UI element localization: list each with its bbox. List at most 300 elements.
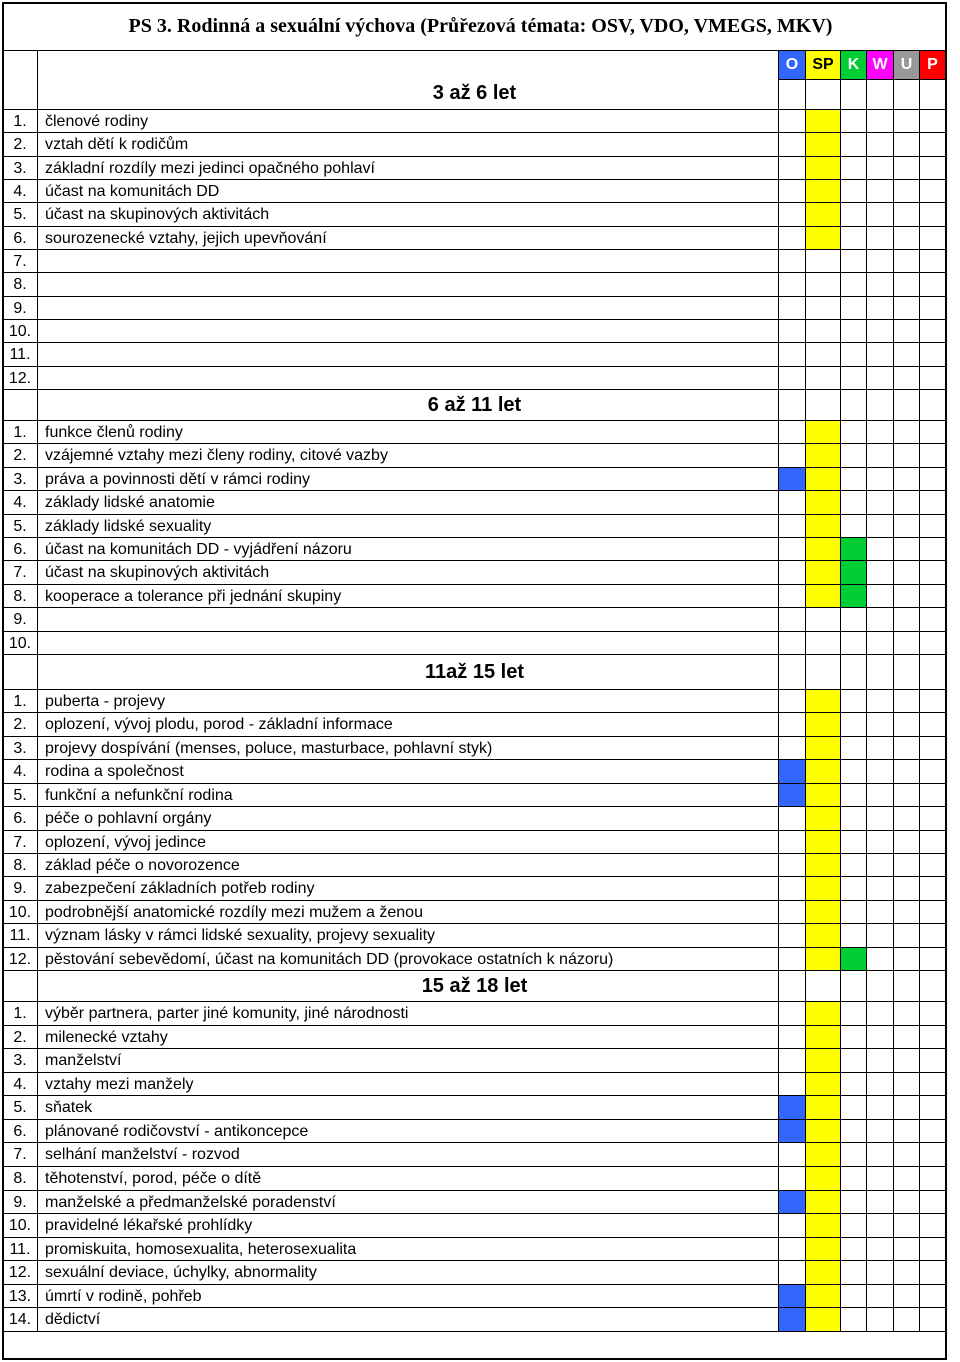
- mark-cell-sp: [806, 250, 841, 273]
- mark-cell-o: [779, 444, 806, 468]
- mark-cell-p: [920, 133, 946, 157]
- mark-cell-o: [779, 421, 806, 444]
- mark-cell-w: [867, 468, 894, 491]
- mark-cell-u: [894, 561, 920, 585]
- mark-cell-k: [841, 1049, 867, 1073]
- mark-cell-w: [867, 948, 894, 971]
- mark-cell-w: [867, 444, 894, 468]
- mark-cell-sp-filled: [806, 585, 841, 608]
- grid-cell: [867, 655, 894, 690]
- age-group-title: 3 až 6 let: [432, 82, 517, 104]
- grid-cell: [920, 971, 946, 1002]
- mark-cell-p: [920, 561, 946, 585]
- topic-text: účast na skupinových aktivitách: [38, 203, 779, 227]
- row-number: 4.: [3, 760, 38, 784]
- mark-cell-u: [894, 421, 920, 444]
- mark-cell-w: [867, 250, 894, 273]
- mark-cell-o-filled: [779, 784, 806, 807]
- grid-cell: [841, 390, 867, 421]
- row-number: 10.: [3, 1214, 38, 1238]
- mark-cell-w: [867, 1002, 894, 1026]
- column-header-p: P: [920, 51, 946, 80]
- topic-text: význam lásky v rámci lidské sexuality, projevy sexuality: [38, 924, 779, 948]
- row-number: 4.: [3, 180, 38, 203]
- mark-cell-o: [779, 180, 806, 203]
- mark-cell-k: [841, 877, 867, 901]
- row-number: 13.: [3, 1285, 38, 1308]
- mark-cell-k: [841, 901, 867, 924]
- mark-cell-u: [894, 227, 920, 250]
- mark-cell-k: [841, 1285, 867, 1308]
- mark-cell-k: [841, 690, 867, 713]
- mark-cell-sp-filled: [806, 831, 841, 854]
- document-title: PS 3. Rodinná a sexuální výchova (Průřezová témata: OSV, VDO, VMEGS, MKV): [3, 3, 946, 51]
- mark-cell-w: [867, 1191, 894, 1214]
- grid-cell: [894, 971, 920, 1002]
- mark-cell-sp-filled: [806, 515, 841, 538]
- mark-cell-k: [841, 343, 867, 367]
- mark-cell-u: [894, 468, 920, 491]
- mark-cell-u: [894, 1143, 920, 1167]
- mark-cell-u: [894, 203, 920, 227]
- mark-cell-o: [779, 901, 806, 924]
- topic-text: dědictví: [38, 1308, 779, 1332]
- topic-text: promiskuita, homosexualita, heterosexualita: [38, 1238, 779, 1261]
- mark-cell-k: [841, 1096, 867, 1120]
- mark-cell-k: [841, 1026, 867, 1049]
- mark-cell-sp-filled: [806, 538, 841, 561]
- row-number: 5.: [3, 784, 38, 807]
- mark-cell-p: [920, 203, 946, 227]
- mark-cell-sp-filled: [806, 760, 841, 784]
- topic-text: základy lidské sexuality: [38, 515, 779, 538]
- topic-text: účast na skupinových aktivitách: [38, 561, 779, 585]
- row-number: 5.: [3, 515, 38, 538]
- mark-cell-sp-filled: [806, 854, 841, 877]
- mark-cell-o: [779, 690, 806, 713]
- mark-cell-u: [894, 1002, 920, 1026]
- mark-cell-o: [779, 854, 806, 877]
- mark-cell-o-filled: [779, 1096, 806, 1120]
- mark-cell-sp-filled: [806, 807, 841, 831]
- mark-cell-u: [894, 1073, 920, 1096]
- mark-cell-o: [779, 297, 806, 320]
- row-number: 5.: [3, 1096, 38, 1120]
- section-header-cell: [38, 390, 779, 421]
- topic-text: péče o pohlavní orgány: [38, 807, 779, 831]
- row-number: 6.: [3, 1120, 38, 1143]
- mark-cell-k: [841, 491, 867, 515]
- mark-cell-u: [894, 608, 920, 632]
- topic-text: výběr partnera, parter jiné komunity, jiné národnosti: [38, 1002, 779, 1026]
- mark-cell-u: [894, 713, 920, 737]
- mark-cell-w: [867, 1238, 894, 1261]
- mark-cell-p: [920, 1096, 946, 1120]
- mark-cell-w: [867, 1261, 894, 1285]
- grid-cell: [779, 390, 806, 421]
- row-number: 10.: [3, 320, 38, 343]
- mark-cell-sp-filled: [806, 713, 841, 737]
- mark-cell-p: [920, 180, 946, 203]
- mark-cell-p: [920, 1120, 946, 1143]
- mark-cell-p: [920, 538, 946, 561]
- mark-cell-k: [841, 133, 867, 157]
- mark-cell-u: [894, 343, 920, 367]
- mark-cell-o: [779, 203, 806, 227]
- mark-cell-k: [841, 421, 867, 444]
- mark-cell-u: [894, 1096, 920, 1120]
- mark-cell-u: [894, 585, 920, 608]
- section-number-cell: [3, 51, 38, 110]
- mark-cell-w: [867, 491, 894, 515]
- mark-cell-p: [920, 367, 946, 390]
- mark-cell-k: [841, 1167, 867, 1191]
- mark-cell-p: [920, 760, 946, 784]
- mark-cell-sp: [806, 367, 841, 390]
- grid-cell: [920, 390, 946, 421]
- mark-cell-sp-filled: [806, 203, 841, 227]
- topic-text: selhání manželství - rozvod: [38, 1143, 779, 1167]
- mark-cell-sp-filled: [806, 491, 841, 515]
- age-group-title: 6 až 11 let: [427, 394, 522, 416]
- mark-cell-k: [841, 227, 867, 250]
- mark-cell-u: [894, 367, 920, 390]
- topic-text: funkce členů rodiny: [38, 421, 779, 444]
- mark-cell-u: [894, 133, 920, 157]
- mark-cell-k: [841, 273, 867, 297]
- mark-cell-u: [894, 180, 920, 203]
- mark-cell-p: [920, 421, 946, 444]
- mark-cell-o: [779, 491, 806, 515]
- topic-text: [38, 632, 779, 655]
- row-number: 3.: [3, 157, 38, 180]
- mark-cell-sp-filled: [806, 1026, 841, 1049]
- mark-cell-u: [894, 877, 920, 901]
- mark-cell-p: [920, 1285, 946, 1308]
- mark-cell-o: [779, 877, 806, 901]
- mark-cell-u: [894, 948, 920, 971]
- mark-cell-sp-filled: [806, 444, 841, 468]
- row-number: 8.: [3, 1167, 38, 1191]
- mark-cell-p: [920, 608, 946, 632]
- mark-cell-p: [920, 632, 946, 655]
- mark-cell-sp-filled: [806, 561, 841, 585]
- mark-cell-w: [867, 538, 894, 561]
- column-header-o: O: [779, 51, 806, 80]
- mark-cell-o: [779, 273, 806, 297]
- mark-cell-w: [867, 737, 894, 760]
- mark-cell-sp-filled: [806, 468, 841, 491]
- row-number: 1.: [3, 421, 38, 444]
- mark-cell-w: [867, 203, 894, 227]
- mark-cell-p: [920, 690, 946, 713]
- mark-cell-w: [867, 1096, 894, 1120]
- row-number: 8.: [3, 273, 38, 297]
- mark-cell-sp: [806, 297, 841, 320]
- mark-cell-sp-filled: [806, 1238, 841, 1261]
- column-header-sp: SP: [806, 51, 841, 80]
- row-number: 9.: [3, 297, 38, 320]
- mark-cell-o-filled: [779, 1308, 806, 1332]
- mark-cell-k: [841, 608, 867, 632]
- row-number: 7.: [3, 831, 38, 854]
- mark-cell-u: [894, 737, 920, 760]
- mark-cell-u: [894, 690, 920, 713]
- mark-cell-sp-filled: [806, 1143, 841, 1167]
- mark-cell-o: [779, 250, 806, 273]
- grid-cell: [806, 971, 841, 1002]
- section-header-cell: [38, 655, 779, 690]
- mark-cell-p: [920, 110, 946, 133]
- topic-text: úmrtí v rodině, pohřeb: [38, 1285, 779, 1308]
- mark-cell-k: [841, 632, 867, 655]
- mark-cell-sp-filled: [806, 1002, 841, 1026]
- row-number: 8.: [3, 585, 38, 608]
- row-number: 4.: [3, 1073, 38, 1096]
- mark-cell-sp: [806, 608, 841, 632]
- grid-cell: [894, 80, 920, 110]
- topic-text: oplození, vývoj plodu, porod - základní informace: [38, 713, 779, 737]
- row-number: 9.: [3, 608, 38, 632]
- column-header-k: K: [841, 51, 867, 80]
- mark-cell-p: [920, 1002, 946, 1026]
- mark-cell-p: [920, 713, 946, 737]
- mark-cell-p: [920, 1308, 946, 1332]
- topic-text: účast na komunitách DD: [38, 180, 779, 203]
- mark-cell-sp-filled: [806, 1285, 841, 1308]
- mark-cell-u: [894, 250, 920, 273]
- mark-cell-o: [779, 367, 806, 390]
- mark-cell-w: [867, 343, 894, 367]
- topic-text: oplození, vývoj jedince: [38, 831, 779, 854]
- mark-cell-k: [841, 157, 867, 180]
- mark-cell-p: [920, 320, 946, 343]
- mark-cell-sp-filled: [806, 110, 841, 133]
- grid-cell: [806, 80, 841, 110]
- mark-cell-k: [841, 1261, 867, 1285]
- mark-cell-p: [920, 1214, 946, 1238]
- mark-cell-o: [779, 1167, 806, 1191]
- mark-cell-u: [894, 784, 920, 807]
- mark-cell-p: [920, 343, 946, 367]
- topic-text: [38, 273, 779, 297]
- mark-cell-w: [867, 1214, 894, 1238]
- mark-cell-p: [920, 1238, 946, 1261]
- row-number: 1.: [3, 1002, 38, 1026]
- age-group-title: 15 až 18 let: [421, 975, 528, 997]
- mark-cell-sp-filled: [806, 1167, 841, 1191]
- mark-cell-sp-filled: [806, 157, 841, 180]
- mark-cell-k: [841, 180, 867, 203]
- mark-cell-sp-filled: [806, 690, 841, 713]
- topic-text: účast na komunitách DD - vyjádření názoru: [38, 538, 779, 561]
- mark-cell-w: [867, 1049, 894, 1073]
- mark-cell-p: [920, 877, 946, 901]
- column-header-w: W: [867, 51, 894, 80]
- mark-cell-k-filled: [841, 585, 867, 608]
- mark-cell-p: [920, 1049, 946, 1073]
- topic-text: vztah dětí k rodičům: [38, 133, 779, 157]
- grid-cell: [779, 971, 806, 1002]
- mark-cell-w: [867, 784, 894, 807]
- row-number: 11.: [3, 924, 38, 948]
- row-number: 7.: [3, 250, 38, 273]
- mark-cell-p: [920, 1191, 946, 1214]
- topic-text: [38, 608, 779, 632]
- mark-cell-k: [841, 1143, 867, 1167]
- section-header-cell: [38, 51, 779, 110]
- mark-cell-o: [779, 343, 806, 367]
- topic-text: sexuální deviace, úchylky, abnormality: [38, 1261, 779, 1285]
- mark-cell-o: [779, 948, 806, 971]
- mark-cell-o: [779, 608, 806, 632]
- mark-cell-w: [867, 110, 894, 133]
- row-number: 12.: [3, 367, 38, 390]
- mark-cell-k: [841, 1002, 867, 1026]
- mark-cell-u: [894, 491, 920, 515]
- mark-cell-w: [867, 1073, 894, 1096]
- topic-text: manželské a předmanželské poradenství: [38, 1191, 779, 1214]
- grid-cell: [867, 80, 894, 110]
- row-number: 2.: [3, 444, 38, 468]
- mark-cell-o-filled: [779, 760, 806, 784]
- mark-cell-o: [779, 831, 806, 854]
- mark-cell-o: [779, 924, 806, 948]
- topic-text: milenecké vztahy: [38, 1026, 779, 1049]
- mark-cell-w: [867, 227, 894, 250]
- mark-cell-p: [920, 831, 946, 854]
- row-number: 7.: [3, 1143, 38, 1167]
- topic-text: kooperace a tolerance při jednání skupiny: [38, 585, 779, 608]
- section-number-cell: [3, 390, 38, 421]
- mark-cell-k: [841, 1308, 867, 1332]
- mark-cell-u: [894, 924, 920, 948]
- topic-text: podrobnější anatomické rozdíly mezi mužem a ženou: [38, 901, 779, 924]
- age-group-title: 11až 15 let: [425, 661, 524, 683]
- mark-cell-w: [867, 515, 894, 538]
- mark-cell-sp-filled: [806, 1073, 841, 1096]
- grid-cell: [894, 655, 920, 690]
- mark-cell-k: [841, 297, 867, 320]
- row-number: 12.: [3, 948, 38, 971]
- mark-cell-sp-filled: [806, 784, 841, 807]
- mark-cell-w: [867, 1308, 894, 1332]
- grid-cell: [779, 655, 806, 690]
- mark-cell-o-filled: [779, 468, 806, 491]
- mark-cell-o: [779, 1261, 806, 1285]
- mark-cell-u: [894, 515, 920, 538]
- row-number: 5.: [3, 203, 38, 227]
- mark-cell-p: [920, 468, 946, 491]
- row-number: 11.: [3, 1238, 38, 1261]
- topic-text: [38, 343, 779, 367]
- grid-cell: [806, 390, 841, 421]
- mark-cell-k: [841, 367, 867, 390]
- mark-cell-w: [867, 608, 894, 632]
- mark-cell-sp-filled: [806, 948, 841, 971]
- mark-cell-p: [920, 157, 946, 180]
- mark-cell-w: [867, 1285, 894, 1308]
- grid-cell: [841, 971, 867, 1002]
- mark-cell-sp-filled: [806, 1261, 841, 1285]
- topic-text: sňatek: [38, 1096, 779, 1120]
- mark-cell-p: [920, 854, 946, 877]
- mark-cell-o: [779, 110, 806, 133]
- mark-cell-p: [920, 784, 946, 807]
- row-number: 4.: [3, 491, 38, 515]
- mark-cell-k: [841, 713, 867, 737]
- topic-text: [38, 367, 779, 390]
- topic-text: pravidelné lékařské prohlídky: [38, 1214, 779, 1238]
- mark-cell-k: [841, 854, 867, 877]
- mark-cell-p: [920, 1073, 946, 1096]
- mark-cell-o: [779, 1002, 806, 1026]
- mark-cell-w: [867, 807, 894, 831]
- mark-cell-sp-filled: [806, 877, 841, 901]
- mark-cell-k: [841, 250, 867, 273]
- mark-cell-k: [841, 110, 867, 133]
- row-number: 10.: [3, 901, 38, 924]
- grid-cell: [894, 390, 920, 421]
- mark-cell-w: [867, 320, 894, 343]
- mark-cell-k: [841, 831, 867, 854]
- topic-text: projevy dospívání (menses, poluce, masturbace, pohlavní styk): [38, 737, 779, 760]
- mark-cell-k: [841, 784, 867, 807]
- mark-cell-p: [920, 444, 946, 468]
- mark-cell-o-filled: [779, 1120, 806, 1143]
- row-number: 3.: [3, 1049, 38, 1073]
- mark-cell-k: [841, 1214, 867, 1238]
- mark-cell-p: [920, 1143, 946, 1167]
- mark-cell-o-filled: [779, 1285, 806, 1308]
- grid-cell: [841, 80, 867, 110]
- mark-cell-sp-filled: [806, 1191, 841, 1214]
- mark-cell-w: [867, 854, 894, 877]
- mark-cell-o: [779, 1214, 806, 1238]
- mark-cell-w: [867, 180, 894, 203]
- mark-cell-k-filled: [841, 538, 867, 561]
- mark-cell-k-filled: [841, 561, 867, 585]
- mark-cell-w: [867, 831, 894, 854]
- mark-cell-o: [779, 320, 806, 343]
- row-number: 1.: [3, 690, 38, 713]
- mark-cell-w: [867, 632, 894, 655]
- grid-cell: [920, 80, 946, 110]
- mark-cell-p: [920, 924, 946, 948]
- mark-cell-o: [779, 133, 806, 157]
- mark-cell-sp-filled: [806, 901, 841, 924]
- mark-cell-k: [841, 737, 867, 760]
- row-number: 8.: [3, 854, 38, 877]
- mark-cell-sp-filled: [806, 133, 841, 157]
- mark-cell-k: [841, 1073, 867, 1096]
- mark-cell-u: [894, 831, 920, 854]
- mark-cell-w: [867, 1167, 894, 1191]
- mark-cell-u: [894, 273, 920, 297]
- mark-cell-o: [779, 157, 806, 180]
- mark-cell-k: [841, 1191, 867, 1214]
- row-number: 7.: [3, 561, 38, 585]
- mark-cell-o: [779, 1143, 806, 1167]
- mark-cell-u: [894, 320, 920, 343]
- grid-cell: [867, 971, 894, 1002]
- mark-cell-o: [779, 1238, 806, 1261]
- mark-cell-k: [841, 203, 867, 227]
- section-header-cell: [38, 971, 779, 1002]
- mark-cell-p: [920, 273, 946, 297]
- topic-text: manželství: [38, 1049, 779, 1073]
- topic-text: pěstování sebevědomí, účast na komunitách DD (provokace ostatních k názoru): [38, 948, 779, 971]
